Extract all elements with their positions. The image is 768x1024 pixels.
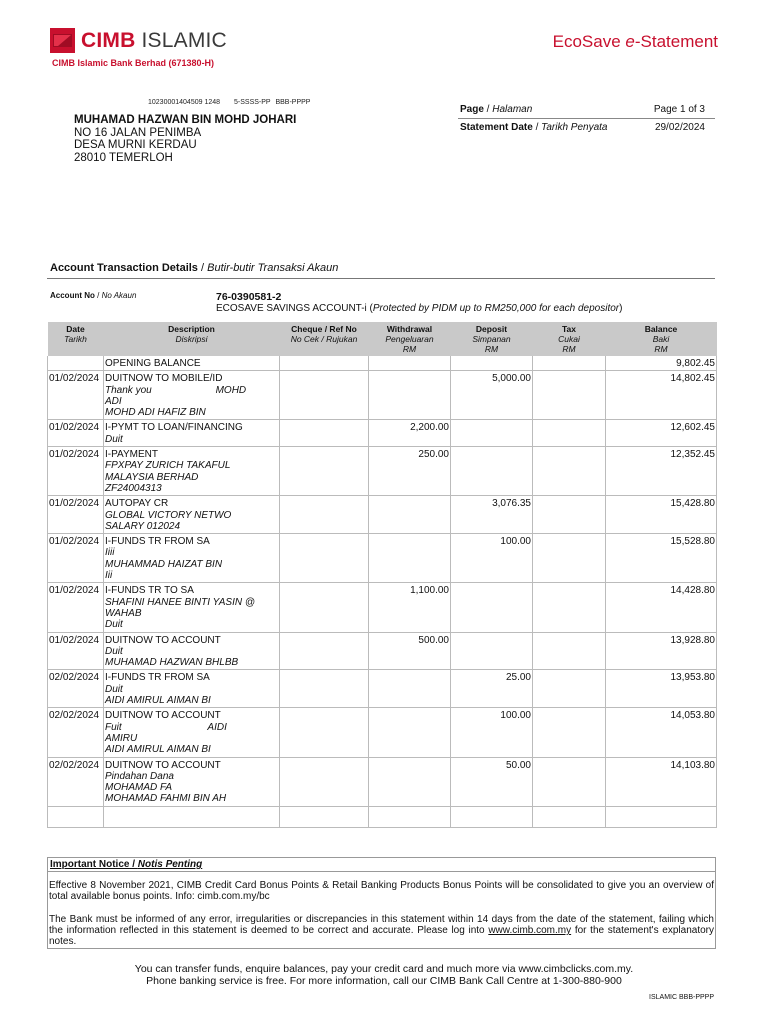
- tx-withdrawal: [369, 534, 451, 583]
- tx-date: 01/02/2024: [48, 496, 104, 534]
- statement-title: EcoSave e-Statement: [552, 32, 718, 51]
- account-type: ECOSAVE SAVINGS ACCOUNT-i (Protected by PIDM up to RM250,000 for each depositor): [216, 303, 623, 314]
- tx-date: 01/02/2024: [48, 632, 104, 670]
- tx-balance: 14,053.80: [606, 708, 717, 757]
- footer: [0, 963, 768, 987]
- tx-deposit: [451, 632, 533, 670]
- tx-description: I-PAYMENT FPXPAY ZURICH TAKAFUL MALAYSIA BERHAD ZF24004313: [104, 447, 280, 496]
- tx-ref: [280, 447, 369, 496]
- tx-balance: 13,953.80: [606, 670, 717, 708]
- column-header: Date Tarikh: [48, 322, 104, 356]
- tx-ref: [280, 670, 369, 708]
- page-row: Page / Halaman Page 1 of 3: [460, 104, 705, 115]
- tx-deposit: [451, 583, 533, 632]
- tx-withdrawal: [369, 708, 451, 757]
- important-notice: [47, 857, 716, 949]
- section-title: Account Transaction Details / Butir-butir Transaksi Akaun: [50, 262, 339, 274]
- table-row: [48, 583, 717, 632]
- bank-registration: CIMB Islamic Bank Berhad (671380-H): [52, 58, 215, 68]
- tx-ref: [280, 371, 369, 420]
- tx-withdrawal: [369, 670, 451, 708]
- tx-deposit: 3,076.35: [451, 496, 533, 534]
- address-line: NO 16 JALAN PENIMBA: [74, 126, 202, 139]
- tx-ref: [280, 420, 369, 447]
- tx-ref: [280, 632, 369, 670]
- tx-date: 02/02/2024: [48, 708, 104, 757]
- tx-balance: 14,103.80: [606, 757, 717, 806]
- tx-tax: [533, 496, 606, 534]
- tx-withdrawal: 1,100.00: [369, 583, 451, 632]
- statement-date-row: Statement Date / Tarikh Penyata 29/02/2024: [458, 118, 715, 136]
- tx-balance: 15,428.80: [606, 496, 717, 534]
- tx-description: DUITNOW TO ACCOUNT Pindahan Dana MOHAMAD FA MOHAMAD FAHMI BIN AH: [104, 757, 280, 806]
- tx-balance: 14,802.45: [606, 371, 717, 420]
- statement-date: 29/02/2024: [654, 122, 705, 133]
- tx-balance: 12,352.45: [606, 447, 717, 496]
- footer-code: ISLAMIC BBB-PPPP: [649, 994, 714, 1001]
- tx-deposit: 100.00: [451, 708, 533, 757]
- tx-description: I-FUNDS TR TO SA SHAFINI HANEE BINTI YASIN @ WAHAB Duit: [104, 583, 280, 632]
- tx-balance: 15,528.80: [606, 534, 717, 583]
- column-header: Deposit Simpanan RM: [451, 322, 533, 356]
- account-number: 76-0390581-2: [216, 291, 282, 303]
- opening-balance-label: OPENING BALANCE: [104, 356, 280, 371]
- tx-withdrawal: [369, 757, 451, 806]
- brand-name: CIMB ISLAMIC: [81, 28, 227, 52]
- tx-tax: [533, 708, 606, 757]
- tx-deposit: 50.00: [451, 757, 533, 806]
- tx-deposit: 100.00: [451, 534, 533, 583]
- column-header: Description Diskripsi: [104, 322, 280, 356]
- table-header: [48, 322, 717, 356]
- table-row: [48, 420, 717, 447]
- tx-balance: 12,602.45: [606, 420, 717, 447]
- tx-description: I-PYMT TO LOAN/FINANCING Duit: [104, 420, 280, 447]
- tx-tax: [533, 632, 606, 670]
- table-row: [48, 708, 717, 757]
- column-header: Balance Baki RM: [606, 322, 717, 356]
- tx-balance: 14,428.80: [606, 583, 717, 632]
- tx-date: 01/02/2024: [48, 583, 104, 632]
- tx-deposit: [451, 420, 533, 447]
- tx-description: DUITNOW TO ACCOUNT Duit MUHAMAD HAZWAN BHLBB: [104, 632, 280, 670]
- column-header: Cheque / Ref No No Cek / Rujukan: [280, 322, 369, 356]
- cimb-logo-icon: [50, 28, 75, 53]
- tx-date: 02/02/2024: [48, 757, 104, 806]
- divider: [47, 278, 715, 279]
- tx-ref: [280, 496, 369, 534]
- tx-ref: [280, 757, 369, 806]
- column-header: Withdrawal Pengeluaran RM: [369, 322, 451, 356]
- table-row: [48, 447, 717, 496]
- transaction-table: [47, 322, 717, 828]
- tx-withdrawal: [369, 371, 451, 420]
- table-row: [48, 496, 717, 534]
- tx-tax: [533, 670, 606, 708]
- footer-line: Phone banking service is free. For more information, call our CIMB Bank Call Centre at 1-300-880-900: [146, 975, 622, 987]
- column-header: Tax Cukai RM: [533, 322, 606, 356]
- tx-description: I-FUNDS TR FROM SA Duit AIDI AMIRUL AIMAN BI: [104, 670, 280, 708]
- address-line: 28010 TEMERLOH: [74, 151, 173, 164]
- cimb-website-link[interactable]: www.cimb.com.my: [488, 925, 572, 937]
- table-row: [48, 534, 717, 583]
- tx-ref: [280, 583, 369, 632]
- tx-deposit: 5,000.00: [451, 371, 533, 420]
- address-line: DESA MURNI KERDAU: [74, 139, 197, 151]
- tx-tax: [533, 371, 606, 420]
- tx-date: 01/02/2024: [48, 371, 104, 420]
- notice-title: Important Notice / Notis Penting: [48, 858, 715, 872]
- tx-description: DUITNOW TO MOBILE/ID Thank you MOHD ADI MOHD ADI HAFIZ BIN: [104, 371, 280, 420]
- customer-address: [74, 114, 296, 164]
- tx-withdrawal: 2,200.00: [369, 420, 451, 447]
- table-row: [48, 632, 717, 670]
- brand-logo: [50, 28, 227, 53]
- tx-withdrawal: 250.00: [369, 447, 451, 496]
- table-row: [48, 670, 717, 708]
- notice-paragraph: The Bank must be informed of any error, irregularities or discrepancies in this statement within 14 days from the date of the statement, failing which the information reflected in this statement is deemed to be correct and accurate. Please log into www.cimb.com.my for the statement's explanatory notes.: [49, 914, 714, 948]
- table-row: [48, 371, 717, 420]
- account-label: Account No / No Akaun: [50, 291, 137, 300]
- tx-deposit: 25.00: [451, 670, 533, 708]
- tx-withdrawal: [369, 496, 451, 534]
- tx-tax: [533, 757, 606, 806]
- reference-codes: 10230001404509 1248 5-SSSS-PP BBB-PPPP: [148, 99, 311, 106]
- tx-balance: 13,928.80: [606, 632, 717, 670]
- table-end-row: [48, 806, 717, 827]
- tx-tax: [533, 534, 606, 583]
- table-row: [48, 757, 717, 806]
- opening-balance-row: [48, 356, 717, 371]
- opening-balance-value: 9,802.45: [606, 356, 717, 371]
- tx-date: 01/02/2024: [48, 534, 104, 583]
- statement-meta: [458, 101, 715, 136]
- footer-line: You can transfer funds, enquire balances, pay your credit card and much more via www.cimbclicks.com.my.: [134, 963, 634, 975]
- tx-tax: [533, 583, 606, 632]
- tx-tax: [533, 447, 606, 496]
- tx-deposit: [451, 447, 533, 496]
- tx-date: 01/02/2024: [48, 447, 104, 496]
- tx-date: 02/02/2024: [48, 670, 104, 708]
- tx-date: 01/02/2024: [48, 420, 104, 447]
- page-number: Page 1 of 3: [653, 104, 705, 115]
- tx-description: DUITNOW TO ACCOUNT Fuit AIDI AMIRU AIDI AMIRUL AIMAN BI: [104, 708, 280, 757]
- customer-name: MUHAMAD HAZWAN BIN MOHD JOHARI: [74, 114, 297, 126]
- tx-description: I-FUNDS TR FROM SA Iiii MUHAMMAD HAIZAT BIN Iii: [104, 534, 280, 583]
- tx-ref: [280, 708, 369, 757]
- tx-withdrawal: 500.00: [369, 632, 451, 670]
- tx-tax: [533, 420, 606, 447]
- tx-description: AUTOPAY CR GLOBAL VICTORY NETWO SALARY 012024: [104, 496, 280, 534]
- notice-paragraph: Effective 8 November 2021, CIMB Credit Card Bonus Points & Retail Banking Products Bonus Points will be consolidated to give you an overview of total available bonus points. Info: cimb.com.my/bc: [49, 880, 714, 903]
- tx-ref: [280, 534, 369, 583]
